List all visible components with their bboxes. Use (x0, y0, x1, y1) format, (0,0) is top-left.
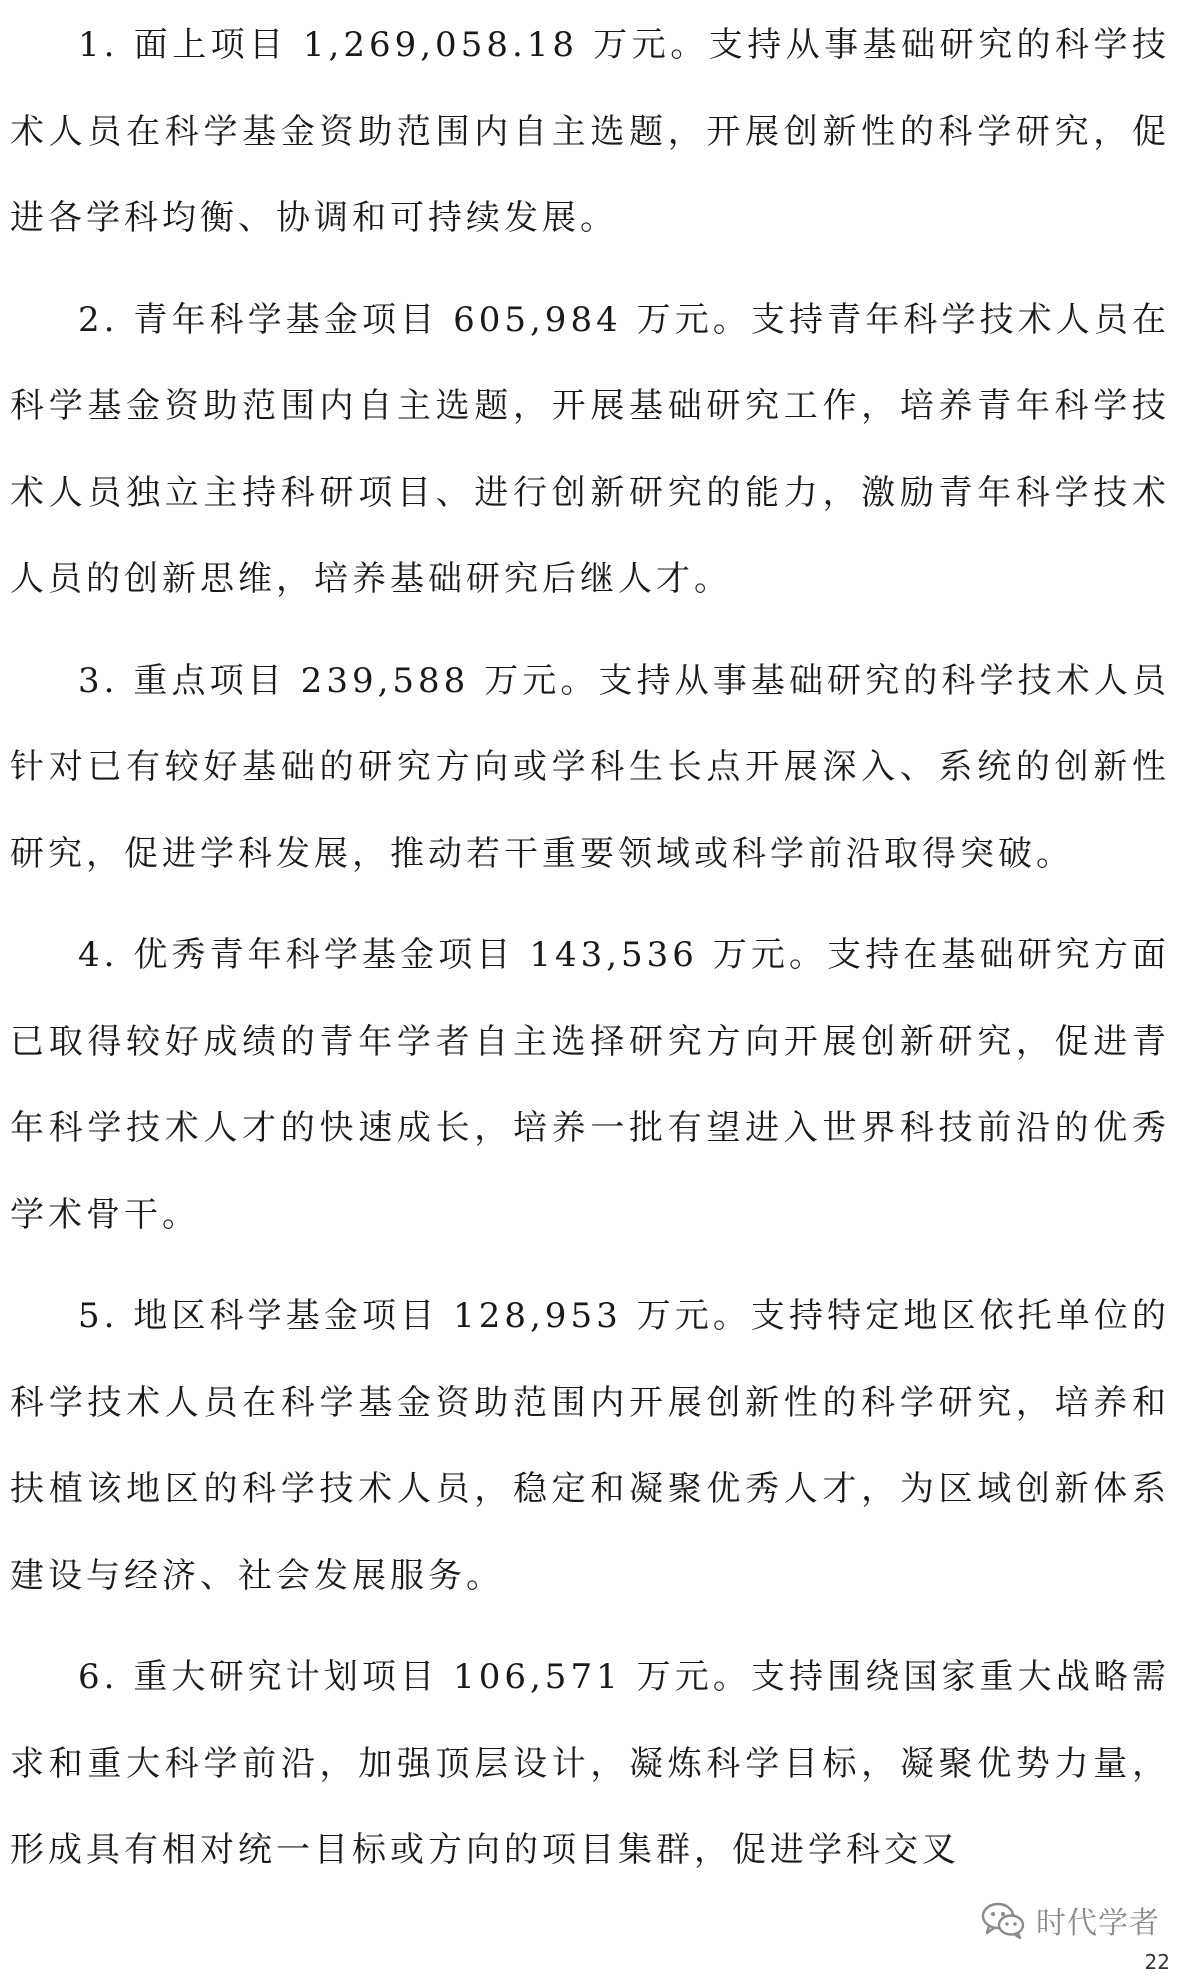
paragraph-key-program: 3. 重点项目 239,588 万元。支持从事基础研究的科学技术人员针对已有较好基础的研究方向或学科生长点开展深入、系统的创新性研究，促进学科发展，推动若干重要领域或科学前沿取得突破。 (10, 660, 1170, 874)
wechat-icon (980, 1900, 1026, 1940)
paragraph-regional-science-fund: 5. 地区科学基金项目 128,953 万元。支持特定地区依托单位的科学技术人员在科学基金资助范围内开展创新性的科学研究，培养和扶植该地区的科学技术人员，稳定和凝聚优秀人才，为区域创新体系建设与经济、社会发展服务。 (10, 1296, 1170, 1596)
page-number: 22 (1144, 1950, 1170, 1974)
document-body (10, 2, 1170, 1909)
paragraph-excellent-young-scientists-fund: 4. 优秀青年科学基金项目 143,536 万元。支持在基础研究方面已取得较好成绩的青年学者自主选择研究方向开展创新研究，促进青年科学技术人才的快速成长，培养一批有望进入世界科技前沿的优秀学术骨干。 (10, 935, 1170, 1235)
wechat-watermark (980, 1895, 1160, 1945)
paragraph-general-program: 1. 面上项目 1,269,058.18 万元。支持从事基础研究的科学技术人员在科学基金资助范围内自主选题，开展创新性的科学研究，促进各学科均衡、协调和可持续发展。 (10, 25, 1170, 238)
paragraph-major-research-plan: 6. 重大研究计划项目 106,571 万元。支持围绕国家重大战略需求和重大科学前沿，加强顶层设计，凝炼科学目标，凝聚优势力量，形成具有相对统一目标或方向的项目集群，促进学科交叉 (10, 1657, 1170, 1870)
paragraph-young-scientists-fund: 2. 青年科学基金项目 605,984 万元。支持青年科学技术人员在科学基金资助范围内自主选题，开展基础研究工作，培养青年科学技术人员独立主持科研项目、进行创新研究的能力，激励青年科学技术人员的创新思维，培养基础研究后继人才。 (10, 299, 1170, 599)
watermark-text: 时代学者 (1036, 1906, 1160, 1941)
